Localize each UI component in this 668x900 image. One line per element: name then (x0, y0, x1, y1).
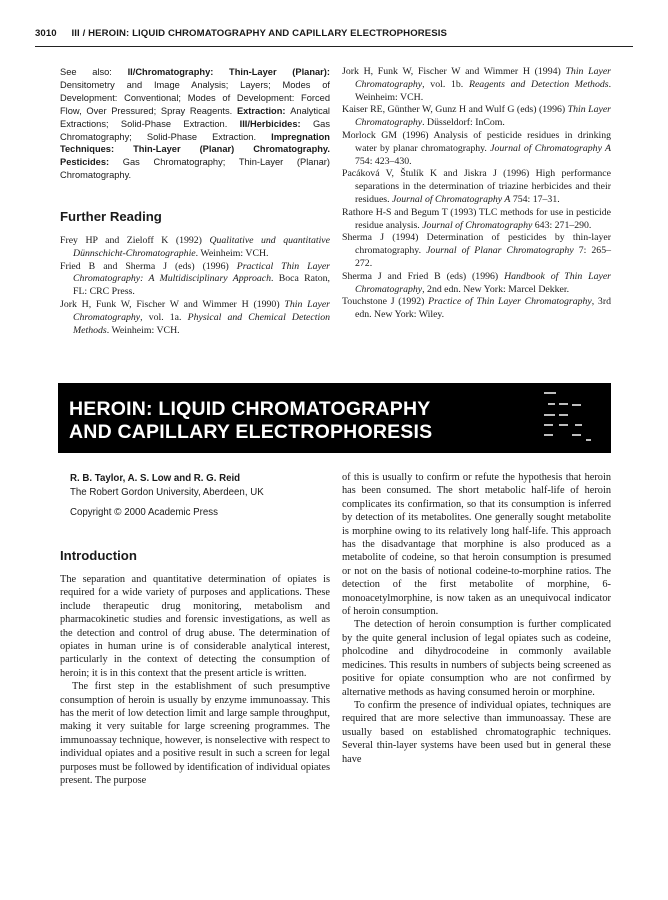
reference-item: Frey HP and Zieloff K (1992) Qualitative und quantitative Dünnschicht-Chromatographie. Weinheim: VCH. (60, 235, 330, 259)
running-head-title: III / HEROIN: LIQUID CHROMATOGRAPHY AND CAPILLARY ELECTROPHORESIS (71, 28, 448, 39)
running-head (35, 28, 633, 42)
body-column-right (342, 471, 611, 766)
reference-item: Jork H, Funk W, Fischer W and Wimmer H (1990) Thin Layer Chromatography, vol. 1a. Physical and Chemical Detection Methods. Weinheim: VCH. (60, 298, 330, 336)
body-paragraph: The first step in the establishment of such presumptive consumption of heroin is usually by enzyme immunoassay. This has the merit of low detection limit and large sample throughput, making it very suitable for large screening programmes. The immunoassay technique, however, is nonselective with respect to individual opiates and a positive result in such a screen for legal purposes must be followed by identification of individual opiates present. The purpose (60, 681, 330, 787)
reference-item: Sherma J and Fried B (eds) (1996) Handbook of Thin Layer Chromatography, 2nd edn. New York: Marcel Dekker. (342, 270, 611, 295)
author-block (70, 472, 264, 499)
reference-item: Touchstone J (1992) Practice of Thin Layer Chromatography, 3rd edn. New York: Wiley. (342, 296, 611, 321)
copyright-rest: 2000 Academic Press (121, 507, 218, 518)
further-reading-list-left (60, 235, 330, 337)
body-paragraph: To confirm the presence of individual opiates, techniques are required that are more selective than immunoassay. These are usually based on established chromatographic techniques. Several thin-layer systems have been used but in general these have (342, 699, 611, 765)
reference-item: Morlock GM (1996) Analysis of pesticide residues in drinking water by planar chromatography. Journal of Chromatography A 754: 423–430. (342, 129, 611, 167)
see-also-segment: Gas Chromatography; Thin-Layer (Planar) Chromatography. (60, 157, 330, 181)
authors: R. B. Taylor, A. S. Low and R. G. Reid (70, 473, 241, 484)
see-also-segment: Analytical Extractions; Solid-Phase Extraction. (60, 105, 330, 129)
further-reading-list-right (342, 66, 611, 322)
introduction-heading: Introduction (60, 548, 137, 563)
see-also-segment: Pesticides: (60, 157, 123, 168)
body-paragraph: of this is usually to confirm or refute the hypothesis that heroin has been consumed. The short metabolic half-life of heroin complicates its confirmation, so that its consumption is inferred by detection of its metabolites. One generally sought metabolite is morphine owing to its relatively long half-life. This approach has the disadvantage that morphine is also produced as a metabolite of codeine, so that heroin consumption is presumed or not on the basis of notional codeine-to-morphine ratios. The detection of the first metabolite of morphine, 6-monoacetylmorphine, is now taken as an unequivocal indicator of heroin consumption. (342, 472, 611, 618)
article-title-line-1: HEROIN: LIQUID CHROMATOGRAPHY (69, 398, 431, 420)
body-column-left (60, 573, 330, 788)
see-also-segment: Impregnation Techniques: Thin-Layer (Planar) Chromatography. (60, 131, 330, 155)
affiliation: The Robert Gordon University, Aberdeen, UK (70, 486, 264, 498)
copyright-icon: © (114, 507, 122, 518)
see-also-lead: See also: (60, 67, 128, 77)
reference-item: Jork H, Funk W, Fischer W and Wimmer H (1994) Thin Layer Chromatography, vol. 1b. Reagents and Detection Methods. Weinheim: VCH. (342, 66, 612, 103)
see-also-segment: Extraction: (236, 105, 291, 116)
reference-item: Pacáková V, Štulík K and Jiskra J (1996) High performance separations in the determination of triazine herbicides and their residues. Journal of Chromatography A 754: 17–31. (342, 168, 611, 205)
reference-item: Rathore H-S and Begum T (1993) TLC methods for use in pesticide residue analysis. Journal of Chromatography 643: 271–290. (342, 206, 611, 231)
see-also-segment: II/Chromatography: Thin-Layer (Planar): (127, 67, 330, 77)
header-rule (35, 46, 633, 47)
body-paragraph: The separation and quantitative determination of opiates is required for a wide variety of purposes and applications. These include therapeutic drug monitoring, metabolism and pharmacokinetic studies and forensic investigations, as well as the detection and control of drug abuse. The determination of opiates in human urine is of considerable analytical interest, particularly in the context of detecting the consumption of heroin; it is in this context that the present article is written. (60, 574, 330, 679)
page-number: 3010 (35, 28, 57, 39)
body-paragraph: The detection of heroin consumption is further complicated by the quite general inclusion of legal opiates such as codeine, pholcodine and dihydrocodeine in commonly available medicines. This results in numbers of subjects being screened as positive for opiate consumption who are not confirmed by alternative methods as having consumed heroin or morphine. (342, 619, 611, 698)
see-also-segment: Gas Chromatography; Solid-Phase Extraction. (60, 118, 330, 142)
see-also-segment: Densitometry and Image Analysis; Layers; Modes of Development: Conventional; Modes of Development: Forced Flow, Over Pressured; Spray Reagents. (60, 79, 330, 116)
tlc-plate-icon (528, 383, 611, 453)
article-title-banner (58, 383, 611, 453)
article-title-line-2: AND CAPILLARY ELECTROPHORESIS (69, 421, 433, 443)
reference-item: Kaiser RE, Günther W, Gunz H and Wulf G (eds) (1996) Thin Layer Chromatography. Düsseldorf: InCom. (342, 104, 611, 129)
further-reading-heading: Further Reading (60, 209, 162, 224)
copyright-line (70, 507, 218, 518)
reference-item: Sherma J (1994) Determination of pesticides by thin-layer chromatography. Journal of Planar Chromatography 7: 265–272. (342, 232, 611, 269)
see-also-block (60, 66, 330, 182)
see-also-segment: III/Herbicides: (239, 118, 313, 129)
article-title (69, 398, 432, 444)
copyright-prefix: Copyright (70, 507, 112, 518)
reference-item: Fried B and Sherma J (eds) (1996) Practical Thin Layer Chromatography: A Multidisciplinary Approach. Boca Raton, FL: CRC Press. (60, 260, 330, 298)
